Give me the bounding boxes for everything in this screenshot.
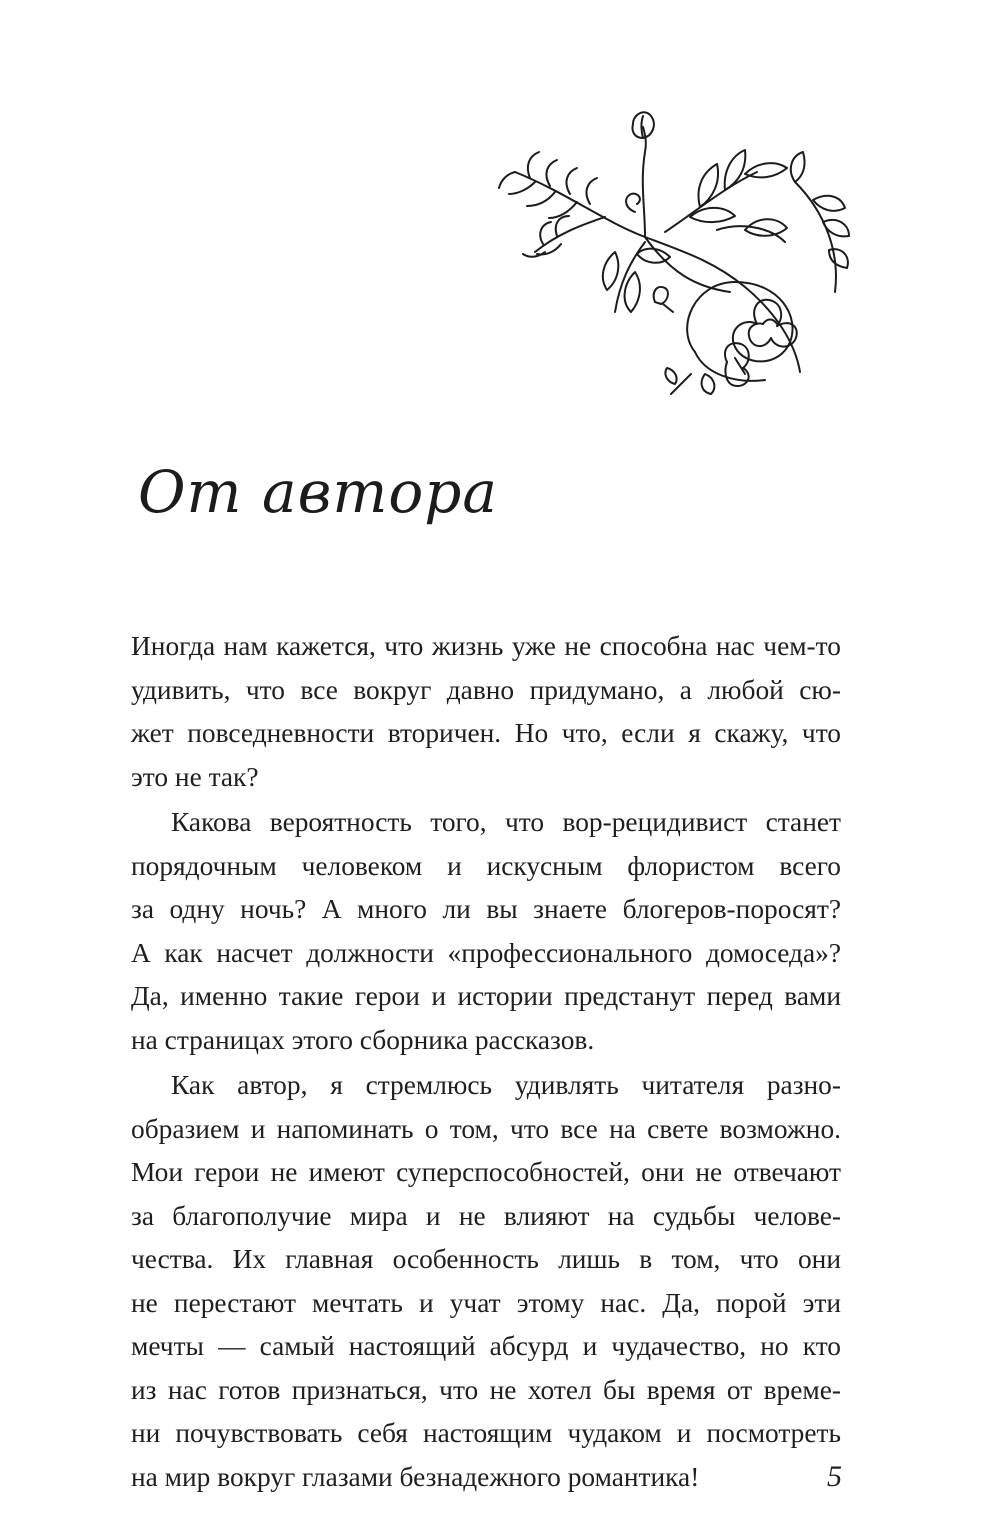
text-line: на страницах этого сборника рассказов.: [131, 1024, 595, 1055]
text-line: образием и напоминать о том, что все на свете возможно.: [131, 1113, 841, 1144]
text-line: чества. Их главная особенность лишь в том, что они: [131, 1244, 841, 1274]
text-line: за благополучие мира и не влияют на судьбы челове-: [131, 1200, 841, 1231]
text-line: Как автор, я стремлюсь удивлять читателя разно-: [171, 1070, 841, 1100]
text-line: Иногда нам кажется, что жизнь уже не способна нас чем-то: [131, 631, 841, 661]
page-number: 5: [827, 1460, 842, 1493]
text-line: жет повседневности вторичен. Но что, если я скажу, что: [131, 718, 841, 748]
text-line: из нас готов признаться, что не хотел бы время от време-: [131, 1374, 841, 1405]
text-line: Какова вероятность того, что вор-рецидивист станет: [171, 807, 841, 837]
text-line: мечты — самый настоящий абсурд и чудачество, но кто: [131, 1331, 841, 1361]
text-line: за одну ночь? А много ли вы знаете блогеров-поросят?: [131, 894, 841, 924]
text-line: порядочным человеком и искусным флористом всего: [131, 850, 841, 881]
text-line: А как насчет должности «профессионального домоседа»?: [131, 937, 841, 968]
text-line: не перестают мечтать и учат этому нас. Да, порой эти: [131, 1287, 841, 1318]
text-line: Да, именно такие герои и истории предстанут перед вами: [131, 981, 841, 1011]
paragraph: [131, 625, 841, 799]
paragraph: [131, 1064, 841, 1499]
floral-branch-icon: [495, 112, 850, 402]
text-line: это не так?: [131, 761, 259, 792]
chapter-title: От автора: [138, 458, 498, 526]
body-text: [131, 625, 841, 1499]
text-line: удивить, что все вокруг давно придумано, а любой сю-: [131, 674, 841, 705]
text-line: ни почувствовать себя настоящим чудаком и посмотреть: [131, 1418, 841, 1448]
text-line: Мои герои не имеют суперспособностей, они не отвечают: [131, 1157, 841, 1187]
text-line: на мир вокруг глазами безнадежного романтика!: [131, 1461, 700, 1492]
paragraph: [131, 801, 841, 1062]
